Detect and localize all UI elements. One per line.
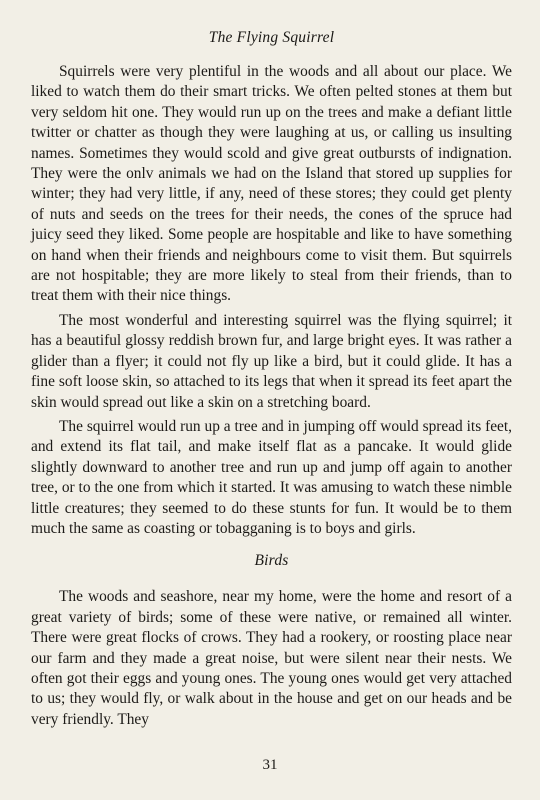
paragraph: The squirrel would run up a tree and in jumping off would spread its feet, and extend its flat tail, and make itself flat as a pancake. It would glide slightly downward to another tree and run up and jump off again to another tree, or to the one from which it started. It was amusing to watch these nimble little creatures; they seemed to do these stunts for fun. It would be to them much the same as coasting or tobagganing is to boys and girls. [31, 417, 512, 537]
page-number: 31 [262, 757, 278, 773]
paragraph: Squirrels were very plentiful in the woods and all about our place. We liked to watch them do their smart tricks. We often pelted stones at them but very seldom hit one. They would run up on the trees and make a defiant little twitter or chatter as though they were laughing at us, or calling us insulting names. Sometimes they would scold and give great outbursts of indignation. They were the onlv animals we had on the Island that stored up supplies for winter; they had very little, if any, need of these stores; they could get plenty of nuts and seeds on the trees for their needs, the cones of the spruce had juicy seed they liked. Some people are hospitable and like to have something on hand when their friends and neighbours come to visit them. But squirrels are not hospitable; they are more likely to steal from their friends, than to treat them with their nice things. [31, 63, 512, 305]
section-title-flying-squirrel: The Flying Squirrel [208, 29, 335, 46]
paragraph: The woods and seashore, near my home, were the home and resort of a great variety of birds; some of these were native, or remained all winter. There were great flocks of crows. They had a rookery, or roosting place near our farm and they made a great noise, but were silent near their nests. We often got their eggs and young ones. The young ones would get very attached to us; they would fly, or walk about in the house and get on our heads and be very friendly. They [31, 588, 512, 728]
section-title-birds: Birds [254, 552, 289, 570]
paragraph: The most wonderful and interesting squirrel was the flying squirrel; it has a beautiful glossy reddish brown fur, and large bright eyes. It was rather a glider than a flyer; it could not fly up like a bird, but it could glide. It has a fine soft loose skin, so attached to its legs that when it spread its feet apart the skin would spread out like a skin on a stretching board. [31, 311, 512, 411]
